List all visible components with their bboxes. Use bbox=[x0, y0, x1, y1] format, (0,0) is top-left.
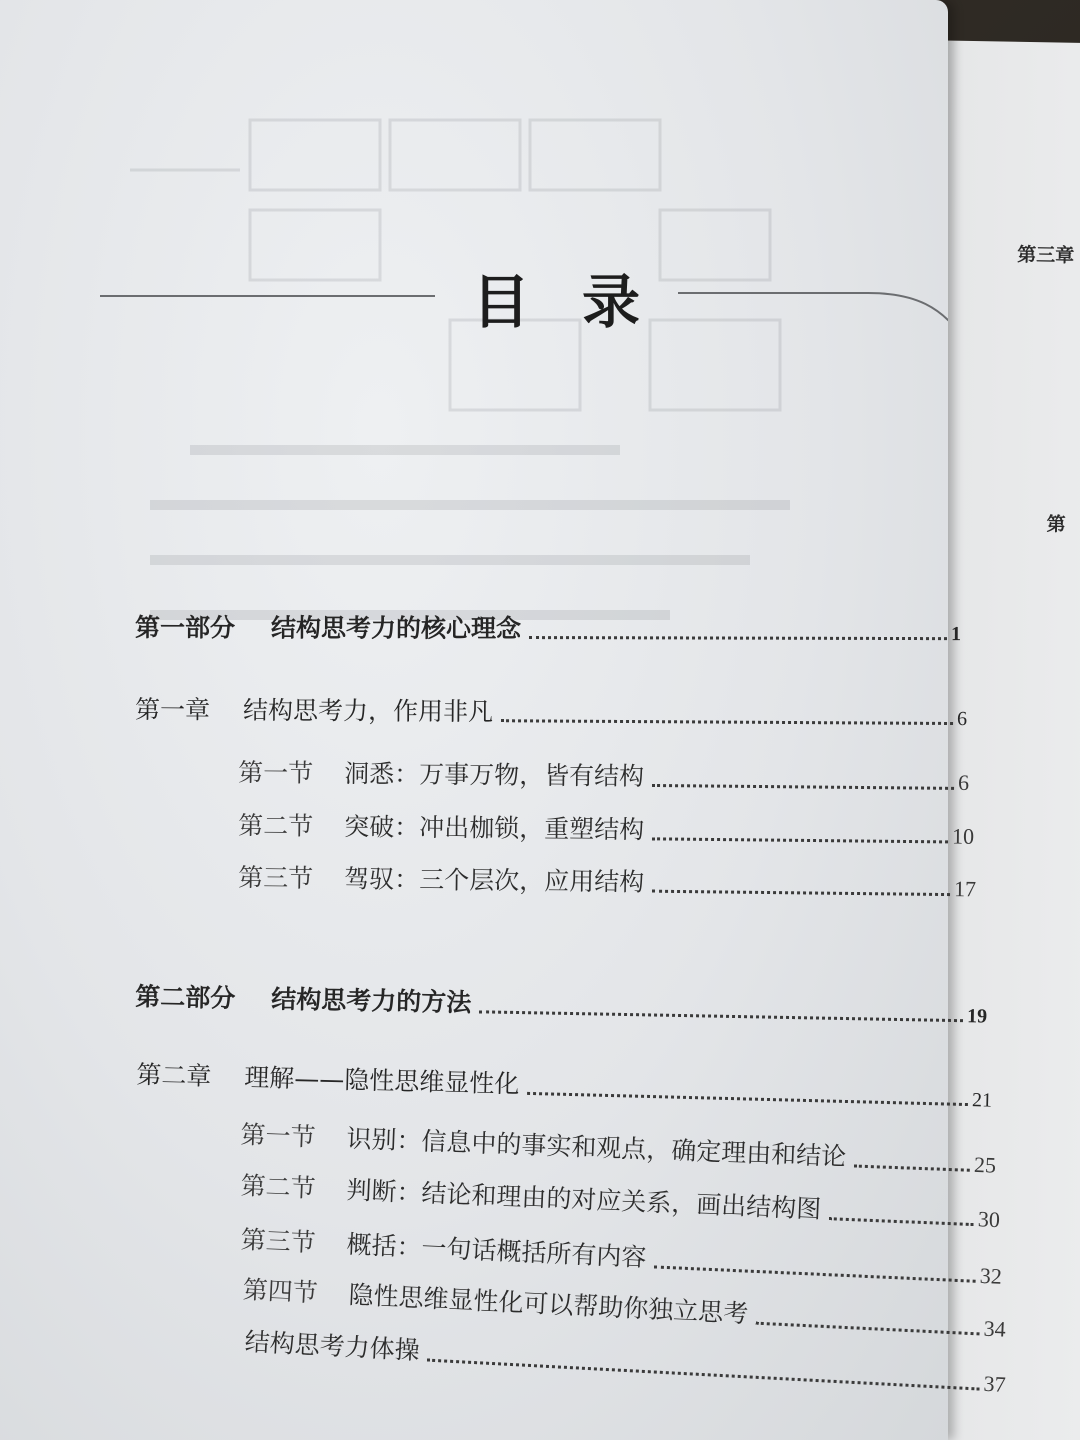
leader-dots bbox=[529, 636, 947, 640]
toc-entry-title: 理解——隐性思维显性化 bbox=[244, 1062, 520, 1099]
toc-entry[interactable] bbox=[135, 690, 967, 731]
leader-dots bbox=[829, 1217, 974, 1226]
toc-entry-title: 突破：冲出枷锁，重塑结构 bbox=[344, 812, 645, 845]
toc-entry-label: 第四节 bbox=[242, 1275, 319, 1308]
toc-entry-label: 第一节 bbox=[240, 1120, 317, 1152]
toc-entry-page: 34 bbox=[983, 1315, 1007, 1342]
toc-entry-page: 21 bbox=[971, 1089, 993, 1112]
toc-entry-label: 第二部分 bbox=[135, 982, 236, 1013]
toc-entry-label: 第二节 bbox=[238, 811, 314, 841]
facing-page-text-1: 第三章 bbox=[1017, 243, 1075, 267]
leader-dots bbox=[854, 1165, 970, 1172]
toc-entry-page: 10 bbox=[951, 823, 975, 849]
toc-entry-page: 30 bbox=[977, 1206, 1001, 1233]
toc-entry-title: 结构思考力，作用非凡 bbox=[243, 695, 494, 727]
toc-entry[interactable] bbox=[135, 977, 988, 1029]
toc-entry-title: 识别：信息中的事实和观点，确定理由和结论 bbox=[346, 1123, 847, 1172]
leader-dots bbox=[652, 890, 950, 896]
toc-entry[interactable] bbox=[240, 1115, 997, 1179]
page-title: 目录 bbox=[472, 268, 693, 336]
toc-entry-label: 第二节 bbox=[240, 1171, 317, 1204]
leader-dots bbox=[501, 719, 953, 725]
toc-entry-label: 第一部分 bbox=[135, 613, 236, 643]
leader-dots bbox=[756, 1322, 980, 1336]
toc-entry[interactable] bbox=[240, 1166, 1001, 1233]
toc-entry-page: 25 bbox=[973, 1151, 997, 1178]
toc-entry-title: 结构思考力体操 bbox=[244, 1327, 421, 1366]
facing-page-text-2: 第 bbox=[1046, 513, 1066, 536]
toc-entry[interactable] bbox=[238, 753, 969, 796]
toc-entry-title: 结构思考力的方法 bbox=[271, 984, 472, 1018]
toc-entry-title: 概括：一句话概括所有内容 bbox=[345, 1229, 647, 1273]
toc-entry-page: 17 bbox=[953, 876, 977, 902]
toc-entry[interactable] bbox=[238, 858, 976, 902]
toc-entry-page: 37 bbox=[983, 1370, 1007, 1397]
toc-entry-title: 隐性思维显性化可以帮助你独立思考 bbox=[347, 1280, 749, 1329]
leader-dots bbox=[654, 1265, 976, 1282]
leader-dots bbox=[527, 1092, 968, 1106]
toc-entry-label: 第一节 bbox=[238, 758, 314, 788]
toc-entry-label: 第三节 bbox=[240, 1225, 317, 1258]
toc-entry-page: 32 bbox=[979, 1262, 1003, 1289]
toc-entry-label: 第三节 bbox=[238, 863, 314, 893]
toc-entry-title: 结构思考力的核心理念 bbox=[271, 613, 522, 644]
leader-dots bbox=[652, 837, 948, 843]
toc-entry-title: 判断：结论和理由的对应关系，画出结构图 bbox=[345, 1175, 822, 1224]
leader-dots bbox=[427, 1359, 979, 1391]
leader-dots bbox=[652, 784, 954, 790]
toc-entry-page: 19 bbox=[966, 1005, 988, 1028]
toc-entry-page: 6 bbox=[956, 708, 968, 731]
toc-entry-label: 第二章 bbox=[136, 1060, 212, 1091]
toc-entry[interactable] bbox=[136, 1055, 993, 1113]
toc-entry-page: 6 bbox=[957, 769, 970, 796]
leader-dots bbox=[479, 1010, 963, 1022]
toc-entry-title: 洞悉：万事万物，皆有结构 bbox=[344, 759, 645, 791]
toc-entry-label: 第一章 bbox=[135, 695, 211, 725]
toc-entry[interactable] bbox=[238, 806, 974, 850]
toc-entry[interactable] bbox=[135, 608, 961, 646]
toc-entry-page: 1 bbox=[950, 623, 962, 646]
toc-entry-title: 驾驭：三个层次，应用结构 bbox=[344, 864, 645, 897]
